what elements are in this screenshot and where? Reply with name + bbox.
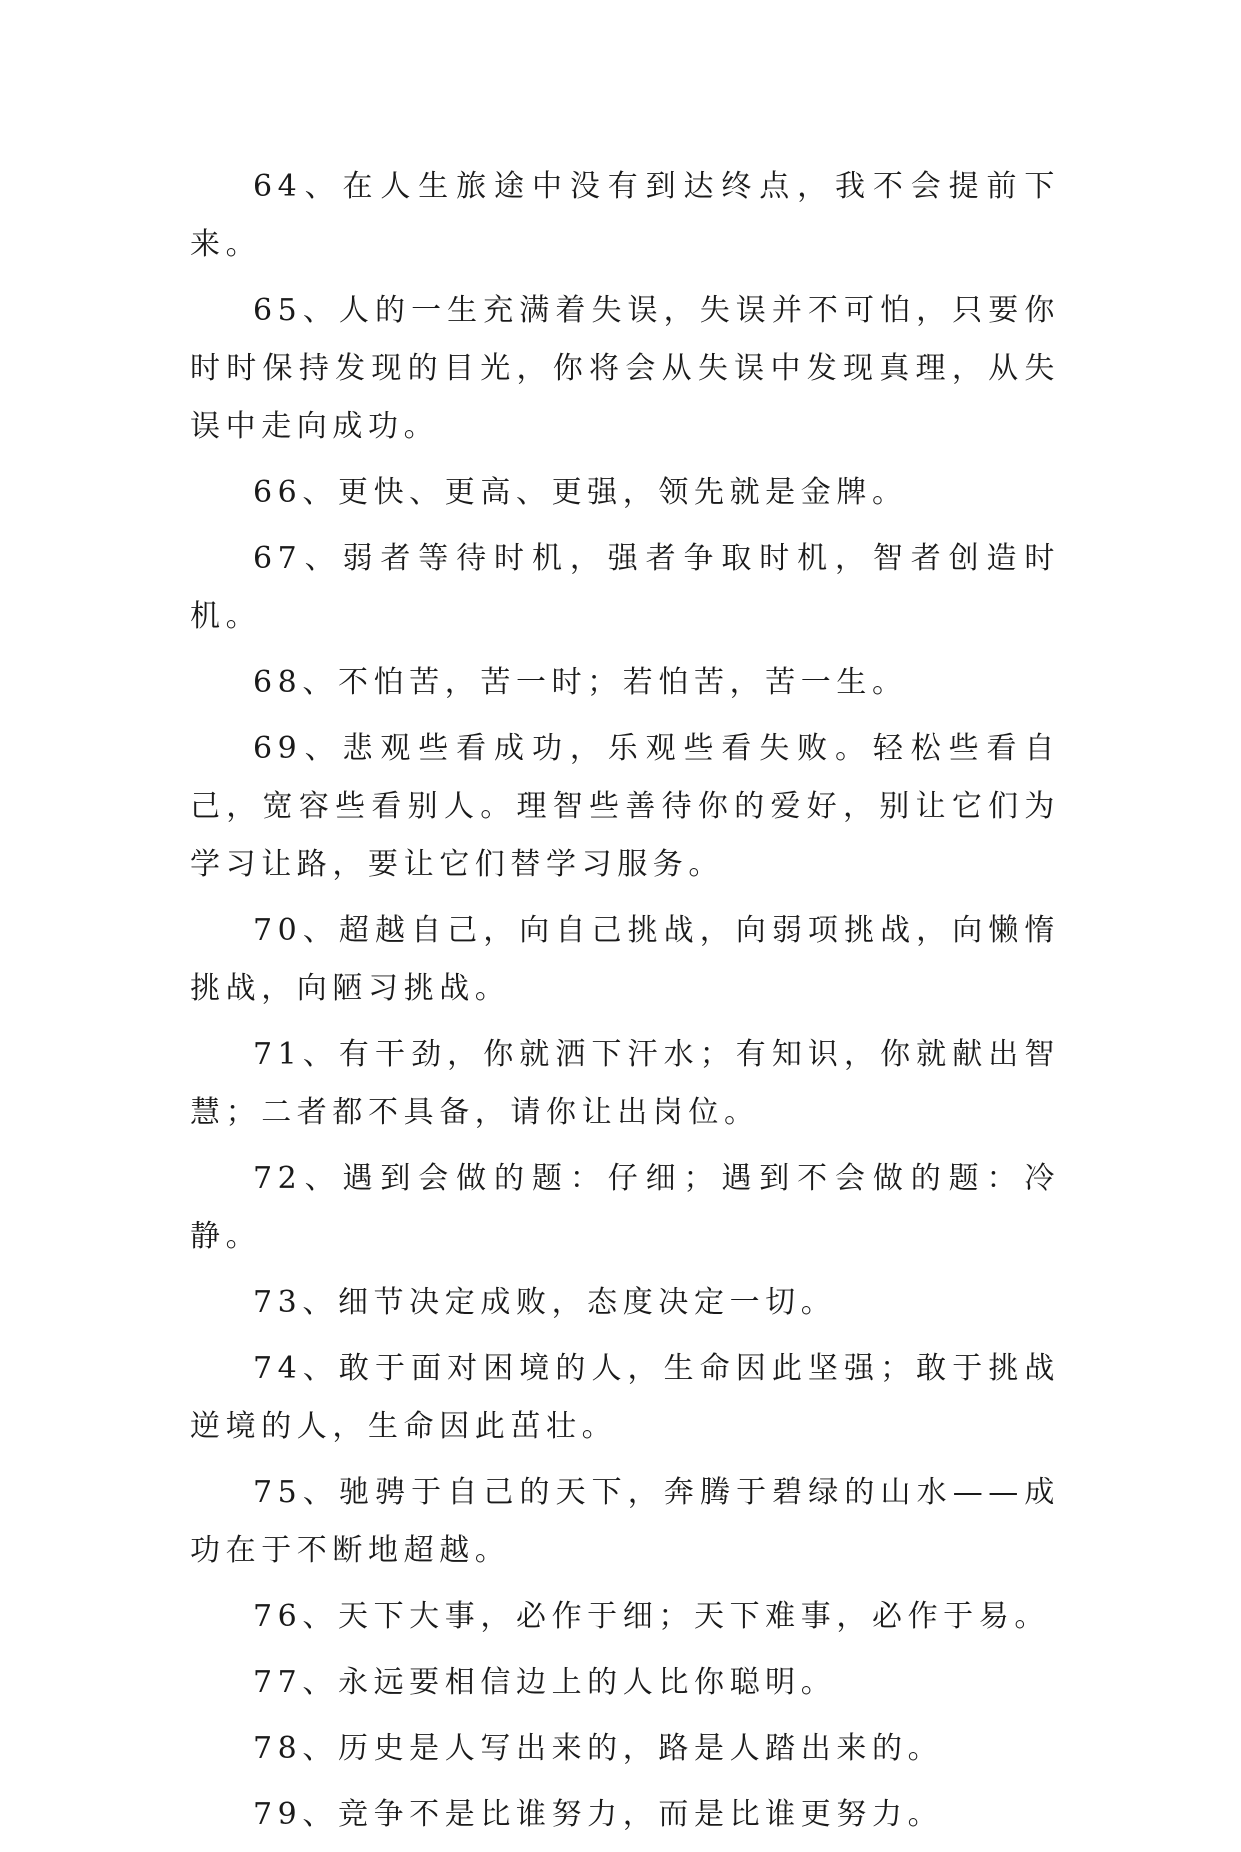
paragraph-76: 76、天下大事，必作于细；天下难事，必作于易。	[253, 1599, 1050, 1634]
paragraph-66: 66、更快、更高、更强，领先就是金牌。	[253, 475, 908, 510]
paragraph-79: 79、竞争不是比谁努力，而是比谁更努力。	[253, 1797, 944, 1832]
paragraph-67: 67、弱者等待时机，强者争取时机，智者创造时机。	[190, 541, 1060, 634]
paragraph-75: 75、驰骋于自己的天下，奔腾于碧绿的山水——成功在于不断地超越。	[190, 1475, 1060, 1568]
paragraph-78: 78、历史是人写出来的，路是人踏出来的。	[253, 1731, 944, 1766]
paragraph-65: 65、人的一生充满着失误，失误并不可怕，只要你时时保持发现的目光，你将会从失误中发现真理，从失误中走向成功。	[190, 293, 1060, 444]
paragraph-74: 74、敢于面对困境的人，生命因此坚强；敢于挑战逆境的人，生命因此茁壮。	[190, 1351, 1060, 1444]
paragraph-69: 69、悲观些看成功，乐观些看失败。轻松些看自己，宽容些看别人。理智些善待你的爱好，别让它们为学习让路，要让它们替学习服务。	[190, 731, 1060, 882]
document-body	[190, 158, 1060, 1852]
paragraph-64: 64、在人生旅途中没有到达终点，我不会提前下来。	[190, 169, 1060, 262]
paragraph-70: 70、超越自己，向自己挑战，向弱项挑战，向懒惰挑战，向陋习挑战。	[190, 913, 1060, 1006]
paragraph-71: 71、有干劲，你就洒下汗水；有知识，你就献出智慧；二者都不具备，请你让出岗位。	[190, 1037, 1060, 1130]
paragraph-72: 72、遇到会做的题：仔细；遇到不会做的题：冷静。	[190, 1161, 1060, 1254]
paragraph-73: 73、细节决定成败，态度决定一切。	[253, 1285, 837, 1320]
paragraph-77: 77、永远要相信边上的人比你聪明。	[253, 1665, 837, 1700]
paragraph-68: 68、不怕苦，苦一时；若怕苦，苦一生。	[253, 665, 908, 700]
